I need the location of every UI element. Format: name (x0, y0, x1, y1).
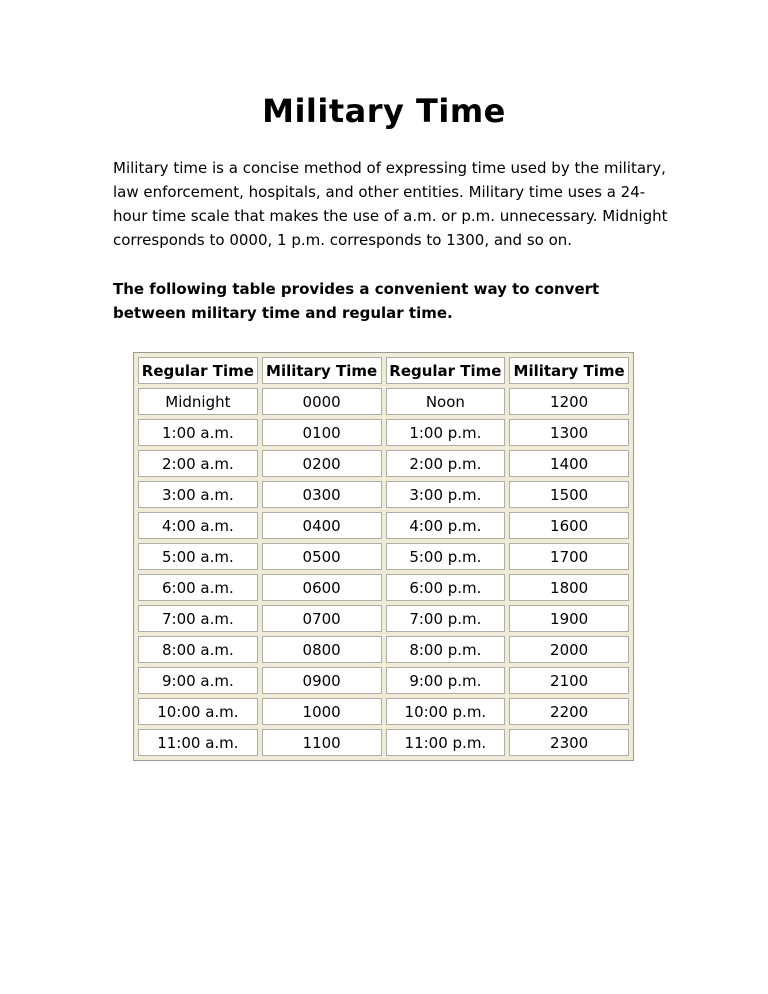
table-cell: 0900 (262, 667, 382, 694)
table-cell: 1000 (262, 698, 382, 725)
table-cell: 0800 (262, 636, 382, 663)
table-cell: 5:00 p.m. (386, 543, 506, 570)
table-cell: 1200 (509, 388, 629, 415)
table-cell: 1300 (509, 419, 629, 446)
table-cell: 10:00 a.m. (138, 698, 258, 725)
table-row (138, 574, 629, 601)
table-cell: 2000 (509, 636, 629, 663)
table-cell: 0600 (262, 574, 382, 601)
table-cell: 1:00 a.m. (138, 419, 258, 446)
table-cell: 1900 (509, 605, 629, 632)
table-cell: 0400 (262, 512, 382, 539)
table-cell: 2:00 p.m. (386, 450, 506, 477)
conversion-table (133, 352, 634, 761)
table-row (138, 450, 629, 477)
table-cell: Midnight (138, 388, 258, 415)
table-cell: 1:00 p.m. (386, 419, 506, 446)
table-cell: 3:00 p.m. (386, 481, 506, 508)
table-cell: 9:00 a.m. (138, 667, 258, 694)
table-cell: 1800 (509, 574, 629, 601)
table-cell: 6:00 p.m. (386, 574, 506, 601)
table-cell: 0100 (262, 419, 382, 446)
table-row (138, 512, 629, 539)
table-cell: 1100 (262, 729, 382, 756)
table-cell: 2100 (509, 667, 629, 694)
table-cell: 1500 (509, 481, 629, 508)
table-row (138, 419, 629, 446)
table-row (138, 667, 629, 694)
table-body (138, 388, 629, 756)
table-cell: 4:00 a.m. (138, 512, 258, 539)
table-row (138, 698, 629, 725)
column-header-military-time-2: Military Time (509, 357, 629, 384)
table-cell: 3:00 a.m. (138, 481, 258, 508)
table-cell: 1600 (509, 512, 629, 539)
intro-paragraph: Military time is a concise method of expressing time used by the military, law enforcement, hospitals, and other entities. Military time uses a 24-hour time scale that makes the use of a.m. or p.m. unnecessary. Midnight corresponds to 0000, 1 p.m. corresponds to 1300, and so on. (113, 159, 668, 249)
table-cell: 0700 (262, 605, 382, 632)
table-cell: 0500 (262, 543, 382, 570)
column-header-regular-time-1: Regular Time (138, 357, 258, 384)
table-cell: 2300 (509, 729, 629, 756)
table-cell: 4:00 p.m. (386, 512, 506, 539)
table-cell: 5:00 a.m. (138, 543, 258, 570)
table-row (138, 388, 629, 415)
page-title: Military Time (262, 92, 506, 130)
table-cell: 0300 (262, 481, 382, 508)
column-header-military-time-1: Military Time (262, 357, 382, 384)
table-header (138, 357, 629, 384)
table-header-row (138, 357, 629, 384)
table-cell: 9:00 p.m. (386, 667, 506, 694)
table-cell: 11:00 p.m. (386, 729, 506, 756)
table-cell: Noon (386, 388, 506, 415)
table-cell: 7:00 p.m. (386, 605, 506, 632)
table-row (138, 481, 629, 508)
table-cell: 0000 (262, 388, 382, 415)
table-cell: 0200 (262, 450, 382, 477)
table-cell: 2200 (509, 698, 629, 725)
table-cell: 11:00 a.m. (138, 729, 258, 756)
table-row (138, 729, 629, 756)
table-row (138, 636, 629, 663)
column-header-regular-time-2: Regular Time (386, 357, 506, 384)
table-cell: 7:00 a.m. (138, 605, 258, 632)
table-cell: 2:00 a.m. (138, 450, 258, 477)
table-cell: 8:00 a.m. (138, 636, 258, 663)
table-intro-paragraph: The following table provides a convenient way to convert between military time and regular time. (113, 280, 600, 322)
table-row (138, 543, 629, 570)
table-cell: 8:00 p.m. (386, 636, 506, 663)
table-cell: 1400 (509, 450, 629, 477)
table-cell: 10:00 p.m. (386, 698, 506, 725)
table-row (138, 605, 629, 632)
table-cell: 1700 (509, 543, 629, 570)
table-cell: 6:00 a.m. (138, 574, 258, 601)
